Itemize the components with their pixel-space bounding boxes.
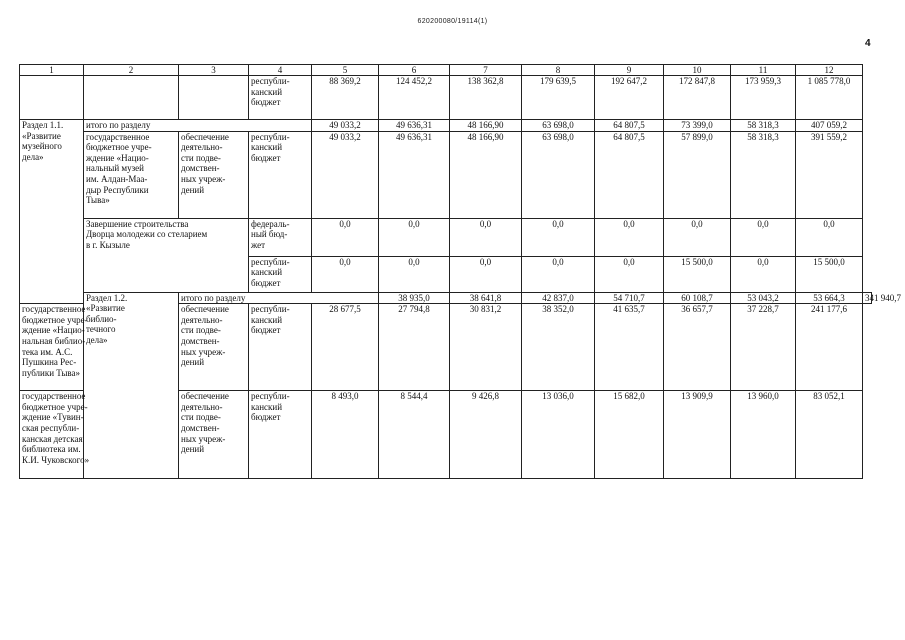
value-cell: 8 493,0 <box>312 391 379 479</box>
value-cell: 48 166,90 <box>450 131 522 218</box>
value-cell: 0,0 <box>595 218 664 256</box>
value-cell: 0,0 <box>522 256 595 292</box>
value-cell: 73 399,0 <box>664 120 731 132</box>
budget-source: федераль- ный бюд- жет <box>249 218 312 256</box>
value-cell: 0,0 <box>312 218 379 256</box>
value-cell: 13 960,0 <box>731 391 796 479</box>
value-cell: 13 909,9 <box>664 391 731 479</box>
value-cell: 172 847,8 <box>664 76 731 120</box>
column-header: 9 <box>595 65 664 76</box>
institution-name: государственное бюджетное учре- ждение «Тувин- ская республи- канская детская библиотека им. К.И. Чуковского» <box>20 391 84 479</box>
value-cell: 407 059,2 <box>796 120 863 132</box>
value-cell: 54 710,7 <box>595 292 664 304</box>
value-cell: 391 559,2 <box>796 131 863 218</box>
value-cell: 0,0 <box>595 256 664 292</box>
column-header: 12 <box>796 65 863 76</box>
table-row <box>20 131 872 218</box>
value-cell: 0,0 <box>450 218 522 256</box>
value-cell: 179 639,5 <box>522 76 595 120</box>
column-header: 10 <box>664 65 731 76</box>
value-cell: 0,0 <box>731 256 796 292</box>
value-cell: 60 108,7 <box>664 292 731 304</box>
value-cell: 83 052,1 <box>796 391 863 479</box>
value-cell: 53 043,2 <box>731 292 796 304</box>
value-cell: 0,0 <box>450 256 522 292</box>
value-cell: 15 500,0 <box>796 256 863 292</box>
budget-source: республи- канский бюджет <box>249 76 312 120</box>
value-cell: 57 899,0 <box>664 131 731 218</box>
value-cell: 138 362,8 <box>450 76 522 120</box>
value-cell: 64 807,5 <box>595 120 664 132</box>
column-header: 8 <box>522 65 595 76</box>
document-number: 620200080/19114(1) <box>417 18 488 25</box>
value-cell: 28 677,5 <box>312 304 379 391</box>
total-label: итого по разделу <box>84 120 312 132</box>
value-cell: 1 085 778,0 <box>796 76 863 120</box>
institution-name: государственное бюджетное учре- ждение «Нацио- нальный музей им. Алдан-Маа- дыр Республики Тыва» <box>84 131 179 218</box>
column-header: 3 <box>179 65 249 76</box>
value-cell: 38 352,0 <box>522 304 595 391</box>
value-cell: 48 166,90 <box>450 120 522 132</box>
value-cell: 49 033,2 <box>312 120 379 132</box>
column-header: 7 <box>450 65 522 76</box>
column-header: 6 <box>379 65 450 76</box>
value-cell: 9 426,8 <box>450 391 522 479</box>
value-cell: 13 036,0 <box>522 391 595 479</box>
value-cell: 63 698,0 <box>522 131 595 218</box>
value-cell: 36 657,7 <box>664 304 731 391</box>
value-cell: 41 635,7 <box>595 304 664 391</box>
value-cell: 241 177,6 <box>796 304 863 391</box>
value-cell: 64 807,5 <box>595 131 664 218</box>
total-label: итого по разделу <box>179 292 379 304</box>
purpose: обеспечение деятельно- сти подве- домствен- ных учреж- дений <box>179 304 249 391</box>
budget-table <box>19 64 901 479</box>
value-cell: 124 452,2 <box>379 76 450 120</box>
column-header: 5 <box>312 65 379 76</box>
column-header: 11 <box>731 65 796 76</box>
purpose: обеспечение деятельно- сти подве- домствен- ных учреж- дений <box>179 131 249 218</box>
value-cell: 58 318,3 <box>731 120 796 132</box>
budget-source: республи- канский бюджет <box>249 304 312 391</box>
column-header: 1 <box>20 65 84 76</box>
value-cell: 192 647,2 <box>595 76 664 120</box>
column-header: 2 <box>84 65 179 76</box>
value-cell: 8 544,4 <box>379 391 450 479</box>
value-cell: 37 228,7 <box>731 304 796 391</box>
value-cell: 0,0 <box>731 218 796 256</box>
value-cell: 49 033,2 <box>312 131 379 218</box>
value-cell: 0,0 <box>379 218 450 256</box>
value-cell: 49 636,31 <box>379 120 450 132</box>
value-cell: 0,0 <box>312 256 379 292</box>
purpose: обеспечение деятельно- сти подве- домствен- ных учреж- дений <box>179 391 249 479</box>
value-cell: 173 959,3 <box>731 76 796 120</box>
section-total-row <box>20 292 872 304</box>
section-label: Раздел 1.1. «Развитие музейного дела» <box>20 120 84 304</box>
value-cell: 63 698,0 <box>522 120 595 132</box>
budget-source: республи- канский бюджет <box>249 131 312 218</box>
value-cell: 15 500,0 <box>664 256 731 292</box>
page-number: 4 <box>865 38 871 49</box>
value-cell: 49 636,31 <box>379 131 450 218</box>
project-name: Завершение строительства Дворца молодежи со стеларием в г. Кызыле <box>84 218 249 292</box>
value-cell: 58 318,3 <box>731 131 796 218</box>
value-cell: 88 369,2 <box>312 76 379 120</box>
institution-name: государственное бюджетное учре- ждение «Нацио- нальная библио- тека им. А.С. Пушкина Рес- публики Тыва» <box>20 304 84 391</box>
column-header-row <box>20 65 872 76</box>
value-cell: 38 935,0 <box>379 292 450 304</box>
value-cell: 30 831,2 <box>450 304 522 391</box>
value-cell: 0,0 <box>664 218 731 256</box>
value-cell: 27 794,8 <box>379 304 450 391</box>
table-row <box>20 218 872 256</box>
value-cell: 42 837,0 <box>522 292 595 304</box>
value-cell: 53 664,3 <box>796 292 863 304</box>
value-cell: 0,0 <box>379 256 450 292</box>
table-row <box>20 76 872 120</box>
budget-source: республи- канский бюджет <box>249 256 312 292</box>
column-header: 4 <box>249 65 312 76</box>
section-total-row <box>20 120 872 132</box>
value-cell: 341 940,7 <box>863 292 872 304</box>
section-label: Раздел 1.2. «Развитие библио- течного дела» <box>84 292 179 479</box>
value-cell: 15 682,0 <box>595 391 664 479</box>
value-cell: 0,0 <box>796 218 863 256</box>
value-cell: 38 641,8 <box>450 292 522 304</box>
value-cell: 0,0 <box>522 218 595 256</box>
budget-source: республи- канский бюджет <box>249 391 312 479</box>
